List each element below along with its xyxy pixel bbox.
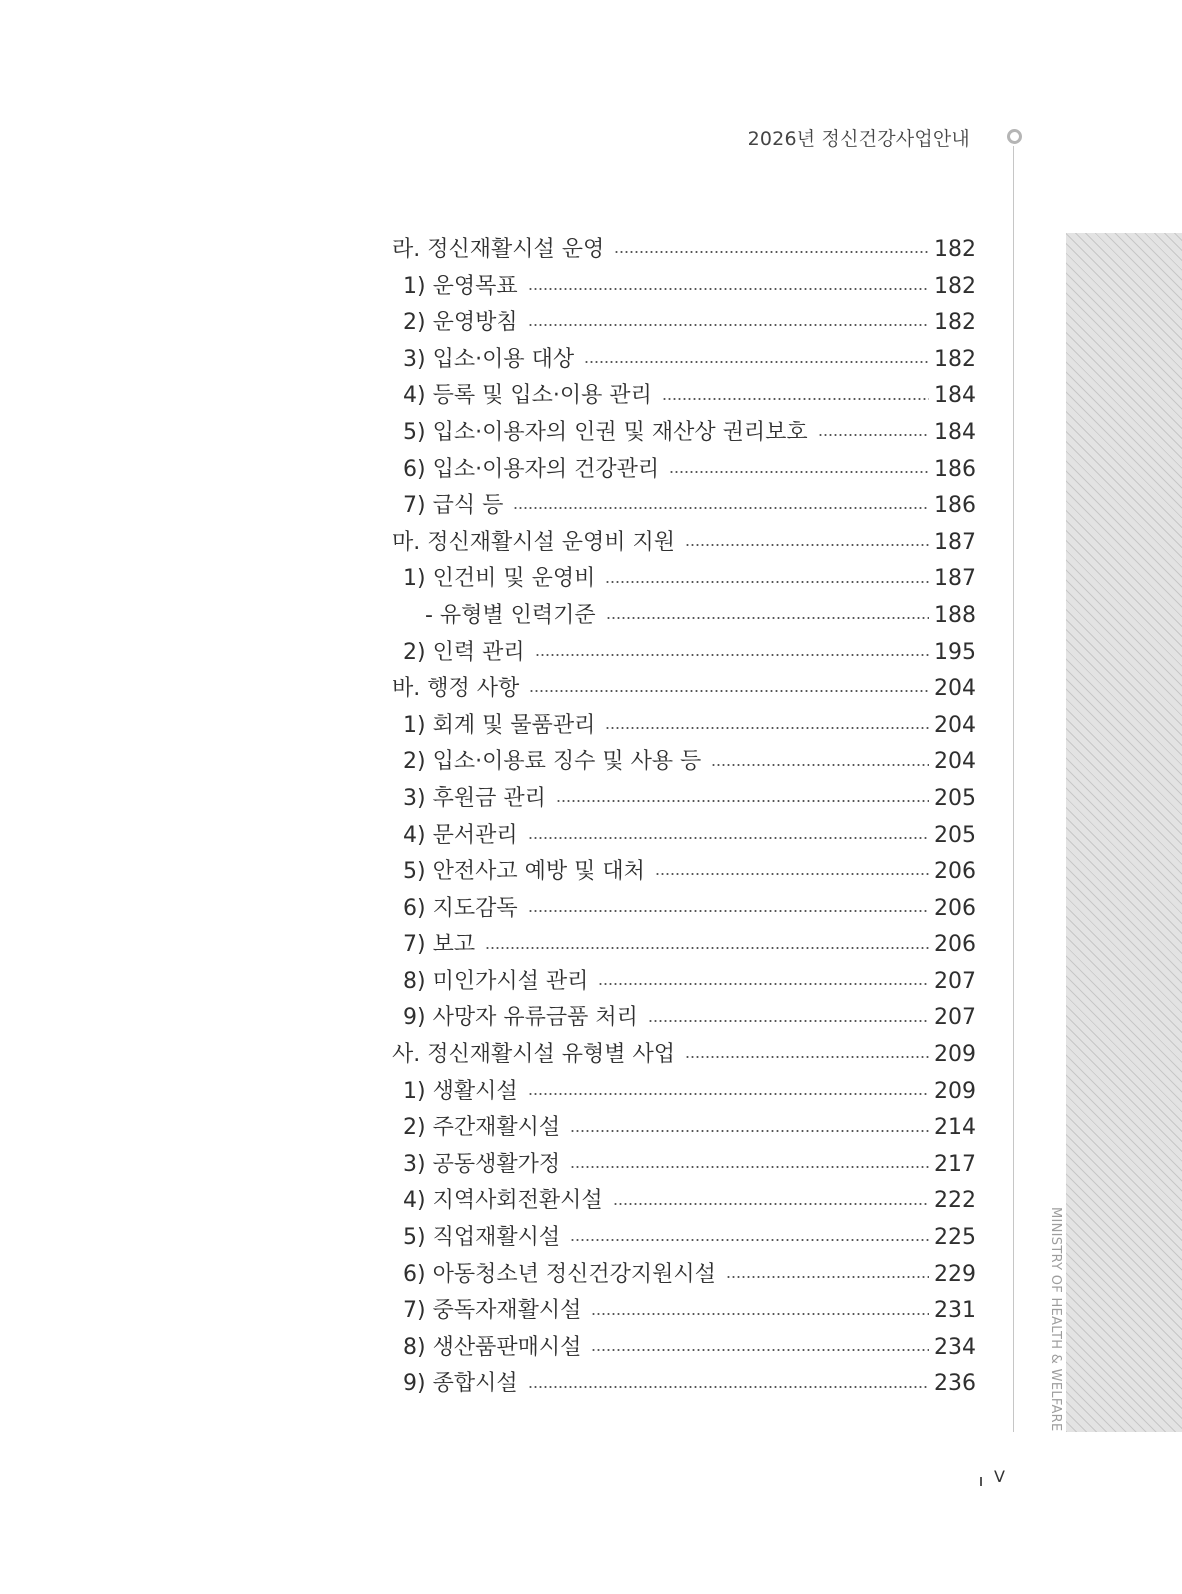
toc-entry-page: 214 [934,1115,976,1141]
toc-entry-label: 2) 입소·이용료 징수 및 사용 등 [403,749,702,775]
toc-entry[interactable] [392,561,976,598]
dot-leader [591,1349,929,1351]
margin-rule [1013,146,1014,1432]
toc-entry-label: 3) 후원금 관리 [403,785,546,811]
toc-entry-label: 4) 문서관리 [403,822,518,848]
dot-leader [570,1130,929,1132]
toc-entry-label: 9) 종합시설 [403,1371,518,1397]
toc-entry[interactable] [392,305,976,342]
toc-entry[interactable] [392,1183,976,1220]
toc-entry-page: 206 [934,895,976,921]
toc-entry[interactable] [392,1330,976,1367]
toc-entry-label: 라. 정신재활시설 운영 [392,237,605,262]
toc-entry[interactable] [392,891,976,928]
dot-leader [614,251,929,253]
toc-entry-page: 222 [934,1188,976,1214]
header-circle-icon [1007,129,1022,144]
dot-leader [570,1166,929,1168]
toc-entry[interactable] [392,269,976,306]
dot-leader [726,1276,929,1278]
dot-leader [605,727,929,729]
toc-entry-page: 205 [934,785,976,811]
toc-entry-label: 5) 안전사고 예방 및 대처 [403,859,645,885]
toc-entry-page: 209 [934,1078,976,1104]
toc-entry-page: 184 [934,419,976,445]
toc-entry-page: 204 [934,712,976,738]
toc-entry-page: 186 [934,493,976,519]
toc-entry-label: 1) 생활시설 [403,1078,518,1104]
toc-entry[interactable] [392,1037,976,1074]
toc-entry-label: 4) 지역사회전환시설 [403,1188,603,1214]
toc-entry-page: 206 [934,932,976,958]
toc-entry-page: 204 [934,749,976,775]
toc-entry[interactable] [392,964,976,1001]
toc-entry-page: 217 [934,1151,976,1177]
dot-leader [655,873,929,875]
toc-entry[interactable] [392,781,976,818]
toc-entry[interactable] [392,415,976,452]
toc-entry-page: 207 [934,1005,976,1031]
toc-entry-label: 5) 입소·이용자의 인권 및 재산상 권리보호 [403,419,808,445]
dot-leader [529,690,929,692]
toc-entry[interactable] [392,1257,976,1294]
toc-entry-label: 6) 입소·이용자의 건강관리 [403,456,660,482]
dot-leader [605,581,929,583]
toc-entry-label: 7) 급식 등 [403,493,504,519]
toc-entry-label: - 유형별 인력기준 [425,602,596,628]
toc-entry-label: 8) 생산품판매시설 [403,1334,582,1360]
toc-entry[interactable] [392,452,976,489]
toc-entry-label: 2) 운영방침 [403,310,518,336]
toc-entry-page: 195 [934,639,976,665]
toc-entry-page: 188 [934,602,976,628]
toc-entry-label: 1) 인건비 및 운영비 [403,566,596,592]
toc-entry[interactable] [392,1074,976,1111]
toc-entry-label: 7) 중독자재활시설 [403,1298,582,1324]
toc-entry[interactable] [392,1293,976,1330]
dot-leader [528,324,929,326]
dot-leader [513,507,929,509]
toc-entry[interactable] [392,927,976,964]
toc-entry[interactable] [392,232,976,269]
dot-leader [485,947,929,949]
table-of-contents [392,232,976,1403]
dot-leader [528,1386,929,1388]
toc-entry-label: 1) 회계 및 물품관리 [403,712,596,738]
dot-leader [606,617,929,619]
toc-entry-label: 7) 보고 [403,932,476,958]
dot-leader [535,654,929,656]
toc-entry-label: 2) 인력 관리 [403,639,525,665]
toc-entry-page: 225 [934,1225,976,1251]
toc-entry-page: 207 [934,968,976,994]
dot-leader [556,800,929,802]
toc-entry-page: 234 [934,1334,976,1360]
toc-entry[interactable] [392,1366,976,1403]
toc-entry-label: 3) 입소·이용 대상 [403,346,575,372]
dot-leader [570,1239,929,1241]
toc-entry-label: 사. 정신재활시설 유형별 사업 [392,1042,675,1068]
toc-entry-label: 5) 직업재활시설 [403,1225,561,1251]
toc-entry[interactable] [392,708,976,745]
dot-leader [818,434,929,436]
toc-entry-page: 182 [934,273,976,299]
toc-entry[interactable] [392,1000,976,1037]
toc-entry[interactable] [392,1220,976,1257]
toc-entry-page: 182 [934,310,976,336]
toc-entry[interactable] [392,378,976,415]
toc-entry-page: 231 [934,1298,976,1324]
toc-entry-page: 204 [934,676,976,702]
toc-entry[interactable] [392,818,976,855]
toc-entry-page: 206 [934,859,976,885]
folio-bar [980,1477,982,1486]
toc-entry[interactable] [392,598,976,635]
dot-leader [685,544,929,546]
dot-leader [528,1093,929,1095]
page-number: V [994,1467,1005,1486]
toc-entry-label: 바. 행정 사항 [392,676,520,702]
toc-entry-page: 182 [934,346,976,372]
toc-entry-label: 2) 주간재활시설 [403,1115,561,1141]
toc-entry-page: 187 [934,529,976,555]
toc-entry[interactable] [392,525,976,562]
toc-entry-page: 184 [934,383,976,409]
side-ministry-text: MINISTRY OF HEALTH & WELFARE [1048,1207,1063,1432]
toc-entry-label: 마. 정신재활시설 운영비 지원 [392,529,675,555]
header-title: 2026년 정신건강사업안내 [747,128,970,150]
toc-entry-label: 1) 운영목표 [403,273,518,299]
toc-entry[interactable] [392,635,976,672]
dot-leader [584,361,929,363]
toc-entry[interactable] [392,488,976,525]
toc-entry-label: 8) 미인가시설 관리 [403,968,589,994]
side-stripe-band [1066,233,1182,1432]
toc-entry[interactable] [392,1110,976,1147]
dot-leader [591,1313,929,1315]
toc-entry-page: 186 [934,456,976,482]
dot-leader [648,1020,929,1022]
toc-entry[interactable] [392,342,976,379]
toc-entry-page: 182 [934,237,976,262]
toc-entry-page: 209 [934,1042,976,1068]
toc-entry-label: 6) 지도감독 [403,895,518,921]
toc-entry[interactable] [392,671,976,708]
toc-entry-page: 236 [934,1371,976,1397]
toc-entry-label: 3) 공동생활가정 [403,1151,561,1177]
toc-entry-page: 205 [934,822,976,848]
dot-leader [662,398,929,400]
toc-entry[interactable] [392,1147,976,1184]
dot-leader [528,288,929,290]
toc-entry-label: 9) 사망자 유류금품 처리 [403,1005,638,1031]
toc-entry[interactable] [392,854,976,891]
toc-entry-page: 187 [934,566,976,592]
dot-leader [528,910,929,912]
dot-leader [598,983,929,985]
toc-entry-label: 6) 아동청소년 정신건강지원시설 [403,1261,716,1287]
dot-leader [528,837,929,839]
toc-entry-page: 229 [934,1261,976,1287]
dot-leader [685,1056,929,1058]
toc-entry[interactable] [392,744,976,781]
dot-leader [711,764,929,766]
dot-leader [669,471,929,473]
toc-entry-label: 4) 등록 및 입소·이용 관리 [403,383,652,409]
dot-leader [613,1203,929,1205]
